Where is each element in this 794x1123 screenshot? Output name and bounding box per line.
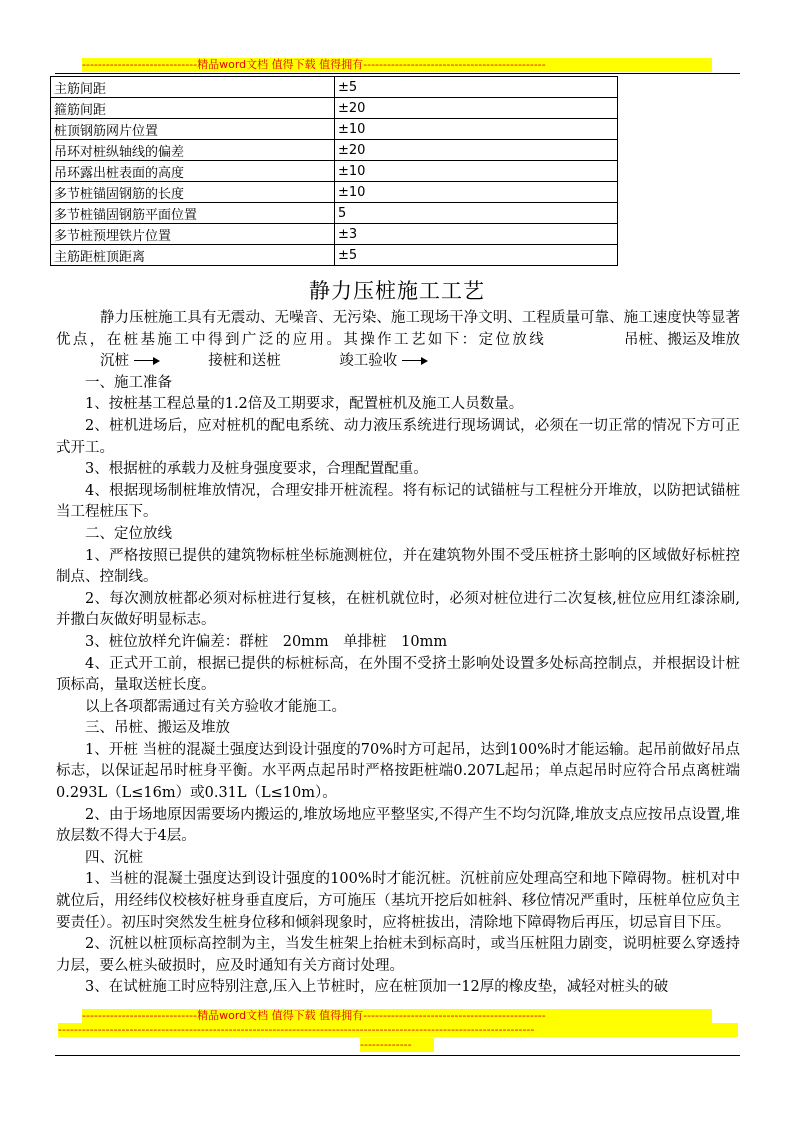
table-cell-item: 多节桩锚固钢筋平面位置 <box>51 203 335 224</box>
table-row <box>51 119 618 140</box>
header-rule <box>55 73 740 74</box>
paragraph: 2、桩机进场后，应对桩机的配电系统、动力液压系统进行现场调试，必须在一切正常的情况下方可正式开工。 <box>56 417 740 456</box>
table-cell-item: 吊环对桩纵轴线的偏差 <box>51 140 335 161</box>
flow-step-2: 沉桩 <box>100 353 129 370</box>
table-row <box>51 98 618 119</box>
table-row <box>51 245 618 266</box>
tolerance-table <box>50 76 618 266</box>
paragraph: 1、开桩 当桩的混凝土强度达到设计强度的70%时方可起吊，达到100%时才能运输。起吊前做好吊点标志，以保证起吊时桩身平衡。水平两点起吊时严格按距桩端0.207L起吊；单点起吊时应符合吊点离桩端0.293L（L≤16m）或0.31L（L≤10m）。 <box>56 741 740 802</box>
paragraph: 1、严格按照已提供的建筑物标桩坐标施测桩位，并在建筑物外围不受压桩挤土影响的区域做好标桩控制点、控制线。 <box>56 547 740 586</box>
paragraph: 2、由于场地原因需要场内搬运的,堆放场地应平整坚实,不得产生不均匀沉降,堆放支点应按吊点设置,堆放层数不得大于4层。 <box>56 806 740 845</box>
table-cell-value: ±5 <box>335 245 618 266</box>
intro-paragraph <box>56 308 740 373</box>
table-cell-value: ±3 <box>335 224 618 245</box>
paragraph: 3、根据桩的承载力及桩身强度要求，合理配置配重。 <box>85 461 428 478</box>
table-cell-item: 主筋间距 <box>51 77 335 98</box>
paragraph: 3、桩位放样允许偏差：群桩 20mm 单排桩 10mm <box>85 633 448 650</box>
section-heading: 一、施工准备 <box>85 374 172 391</box>
arrow-icon <box>402 356 428 366</box>
document-title: 静力压桩施工工艺 <box>309 279 485 303</box>
table-cell-item: 吊环露出桩表面的高度 <box>51 161 335 182</box>
paragraph: 4、正式开工前，根据已提供的标桩标高，在外围不受挤土影响处设置多处标高控制点，并根据设计桩顶标高，量取送桩长度。 <box>56 655 740 694</box>
table-cell-value: ±10 <box>335 119 618 140</box>
table-cell-item: 箍筋间距 <box>51 98 335 119</box>
table-row <box>51 203 618 224</box>
footer-banner: -----------------------------精品word文档 值得下载 值得拥有---------------------------------------------- <box>82 1009 712 1023</box>
paragraph: 2、沉桩以桩顶标高控制为主，当发生桩架上抬桩未到标高时，或当压桩阻力剧变，说明桩要么穿透持力层，要么桩头破损时，应及时通知有关方商讨处理。 <box>56 936 740 974</box>
paragraph: 3、在试桩施工时应特别注意,压入上节桩时，应在桩顶加一12厚的橡皮垫，减轻对桩头的破 <box>85 979 669 996</box>
paragraph: 4、根据现场制桩堆放情况，合理安排开桩流程。将有标记的试锚桩与工程桩分开堆放，以防把试锚桩当工程桩压下。 <box>56 482 740 521</box>
header-banner: -----------------------------精品word文档 值得下载 值得拥有---------------------------------------------- <box>82 58 712 72</box>
table-cell-value: ±10 <box>335 161 618 182</box>
table-row <box>51 182 618 203</box>
paragraph: 1、当桩的混凝土强度达到设计强度的100%时才能沉桩。沉桩前应处理高空和地下障碍物。桩机对中就位后，用经纬仪校核好桩身垂直度后，方可施压（基坑开挖后如桩斜、移位情况严重时，压桩单位应负主要责任）。初压时突然发生桩身位移和倾斜现象时，应将桩拔出，清除地下障碍物后再压，切忌盲目下压。 <box>56 871 740 931</box>
footer-rule <box>55 1055 740 1056</box>
table-cell-value: ±20 <box>335 98 618 119</box>
table-cell-value: ±20 <box>335 140 618 161</box>
table-row <box>51 224 618 245</box>
footer-dashes: ------------------------------------------------------------------------------------------------------------------------ <box>58 1023 738 1037</box>
table-row <box>51 140 618 161</box>
flow-step-3: 接桩和送桩 <box>208 353 281 370</box>
table-row <box>51 77 618 98</box>
section-heading: 三、吊桩、搬运及堆放 <box>85 720 230 737</box>
section-heading: 四、沉桩 <box>85 849 143 866</box>
paragraph: 以上各项都需通过有关方验收才能施工。 <box>85 698 346 715</box>
document-body <box>56 308 740 999</box>
table-cell-item: 桩顶钢筋网片位置 <box>51 119 335 140</box>
table-cell-value: 5 <box>335 203 618 224</box>
intro-text: 静力压桩施工具有无震动、无噪音、无污染、施工现场干净文明、工程质量可靠、施工速度快等显著优点，在桩基施工中得到广泛的应用。其操作工艺如下：定位放线 <box>56 310 740 348</box>
paragraph: 2、每次测放桩都必须对标桩进行复核，在桩机就位时，必须对桩位进行二次复核,桩位应用红漆涂刷,并撒白灰做好明显标志。 <box>56 590 740 629</box>
flow-step-1: 吊桩、搬运及堆放 <box>624 331 741 348</box>
footer-dashes: ------------- <box>360 1038 434 1052</box>
section-heading: 二、定位放线 <box>85 525 172 542</box>
table-cell-value: ±10 <box>335 182 618 203</box>
paragraph: 1、按桩基工程总量的1.2倍及工期要求，配置桩机及施工人员数量。 <box>85 396 524 413</box>
table-cell-item: 多节桩预埋铁片位置 <box>51 224 335 245</box>
table-cell-value: ±5 <box>335 77 618 98</box>
table-row <box>51 161 618 182</box>
flow-step-4: 竣工验收 <box>339 353 398 370</box>
table-cell-item: 多节桩锚固钢筋的长度 <box>51 182 335 203</box>
arrow-icon <box>134 356 160 366</box>
table-cell-item: 主筋距桩顶距离 <box>51 245 335 266</box>
